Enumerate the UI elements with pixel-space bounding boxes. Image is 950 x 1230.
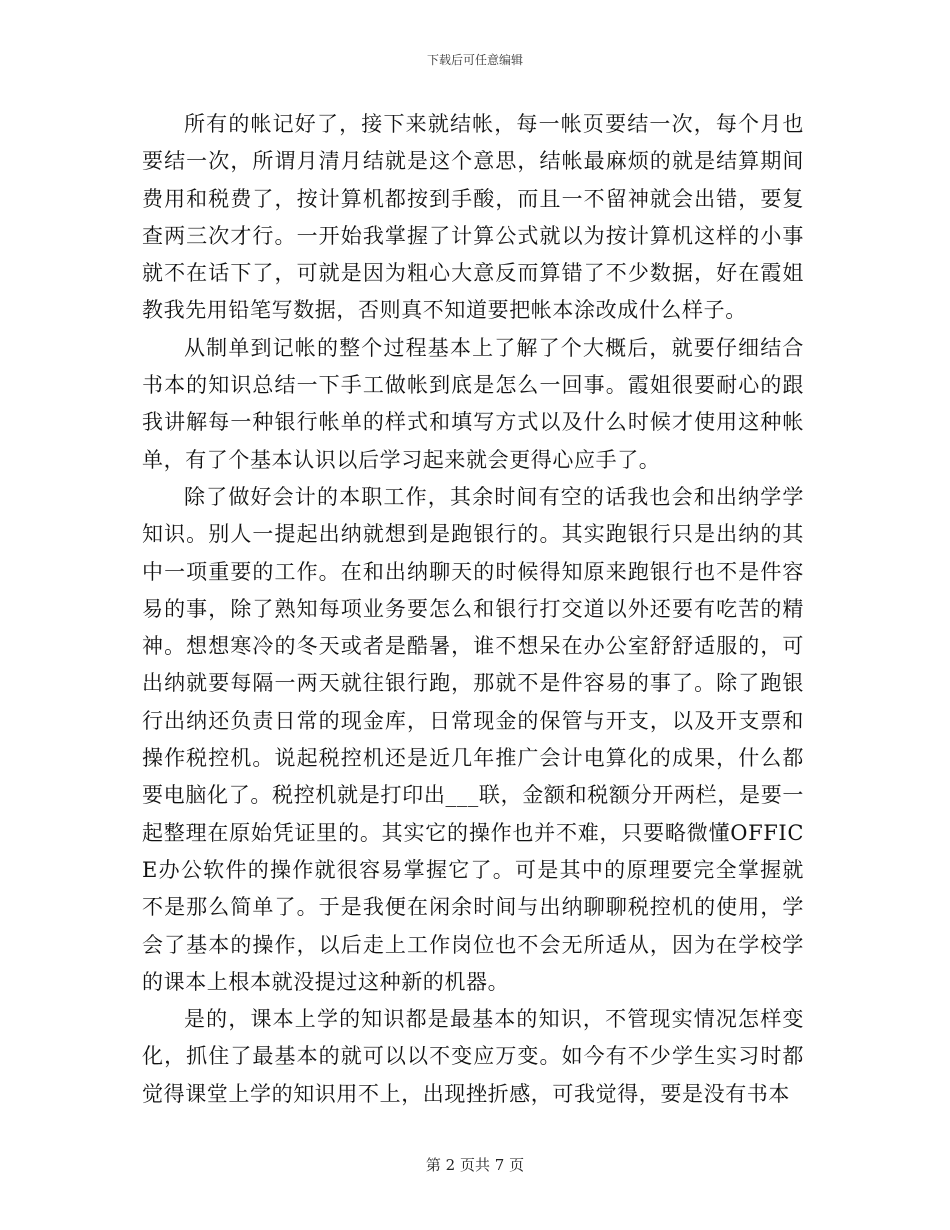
paragraph-2: 从制单到记帐的整个过程基本上了解了个大概后，就要仔细结合书本的知识总结一下手工做帐到底是怎么一回事。霞姐很要耐心的跟我讲解每一种银行帐单的样式和填写方式以及什么时候才使用这种帐单，有了个基本认识以后学习起来就会更得心应手了。 — [142, 335, 804, 472]
paragraph-3: 除了做好会计的本职工作，其余时间有空的话我也会和出纳学学知识。别人一提起出纳就想到是跑银行的。其实跑银行只是出纳的其中一项重要的工作。在和出纳聊天的时候得知原来跑银行也不是件容易的事，除了熟知每项业务要怎么和银行打交道以外还要有吃苦的精神。想想寒冷的冬天或者是酷暑，谁不想呆在办公室舒舒适服的，可出纳就要每隔一两天就往银行跑，那就不是件容易的事了。除了跑银行出纳还负责日常的现金库，日常现金的保管与开支，以及开支票和操作税控机。说起税控机还是近几年推广会计电算化的成果，什么都要电脑化了。税控机就是打印出___联，金额和税额分开两栏，是要一起整理在原始凭证里的。其实它的操作也并不难，只要略微懂OFFICE办公软件的操作就很容易掌握它了。可是其中的原理要完全掌握就不是那么简单了。于是我便在闲余时间与出纳聊聊税控机的使用，学会了基本的操作，以后走上工作岗位也不会无所适从，因为在学校学的课本上根本就没提过这种新的机器。 — [142, 484, 804, 994]
paragraph-1: 所有的帐记好了，接下来就结帐，每一帐页要结一次，每个月也要结一次，所谓月清月结就是这个意思，结帐最麻烦的就是结算期间费用和税费了，按计算机都按到手酸，而且一不留神就会出错，要复查两三次才行。一开始我掌握了计算公式就以为按计算机这样的小事就不在话下了，可就是因为粗心大意反而算错了不少数据，好在霞姐教我先用铅笔写数据，否则真不知道要把帐本涂改成什么样子。 — [142, 112, 804, 323]
paragraph-4: 是的，课本上学的知识都是最基本的知识，不管现实情况怎样变化，抓住了最基本的就可以以不变应万变。如今有不少学生实习时都觉得课堂上学的知识用不上，出现挫折感，可我觉得，要是没有书本 — [142, 1007, 804, 1106]
document-body — [142, 106, 804, 1113]
page-header: 下载后可任意编辑 — [426, 53, 523, 67]
page-number-footer: 第 2 页共 7 页 — [425, 1156, 525, 1174]
